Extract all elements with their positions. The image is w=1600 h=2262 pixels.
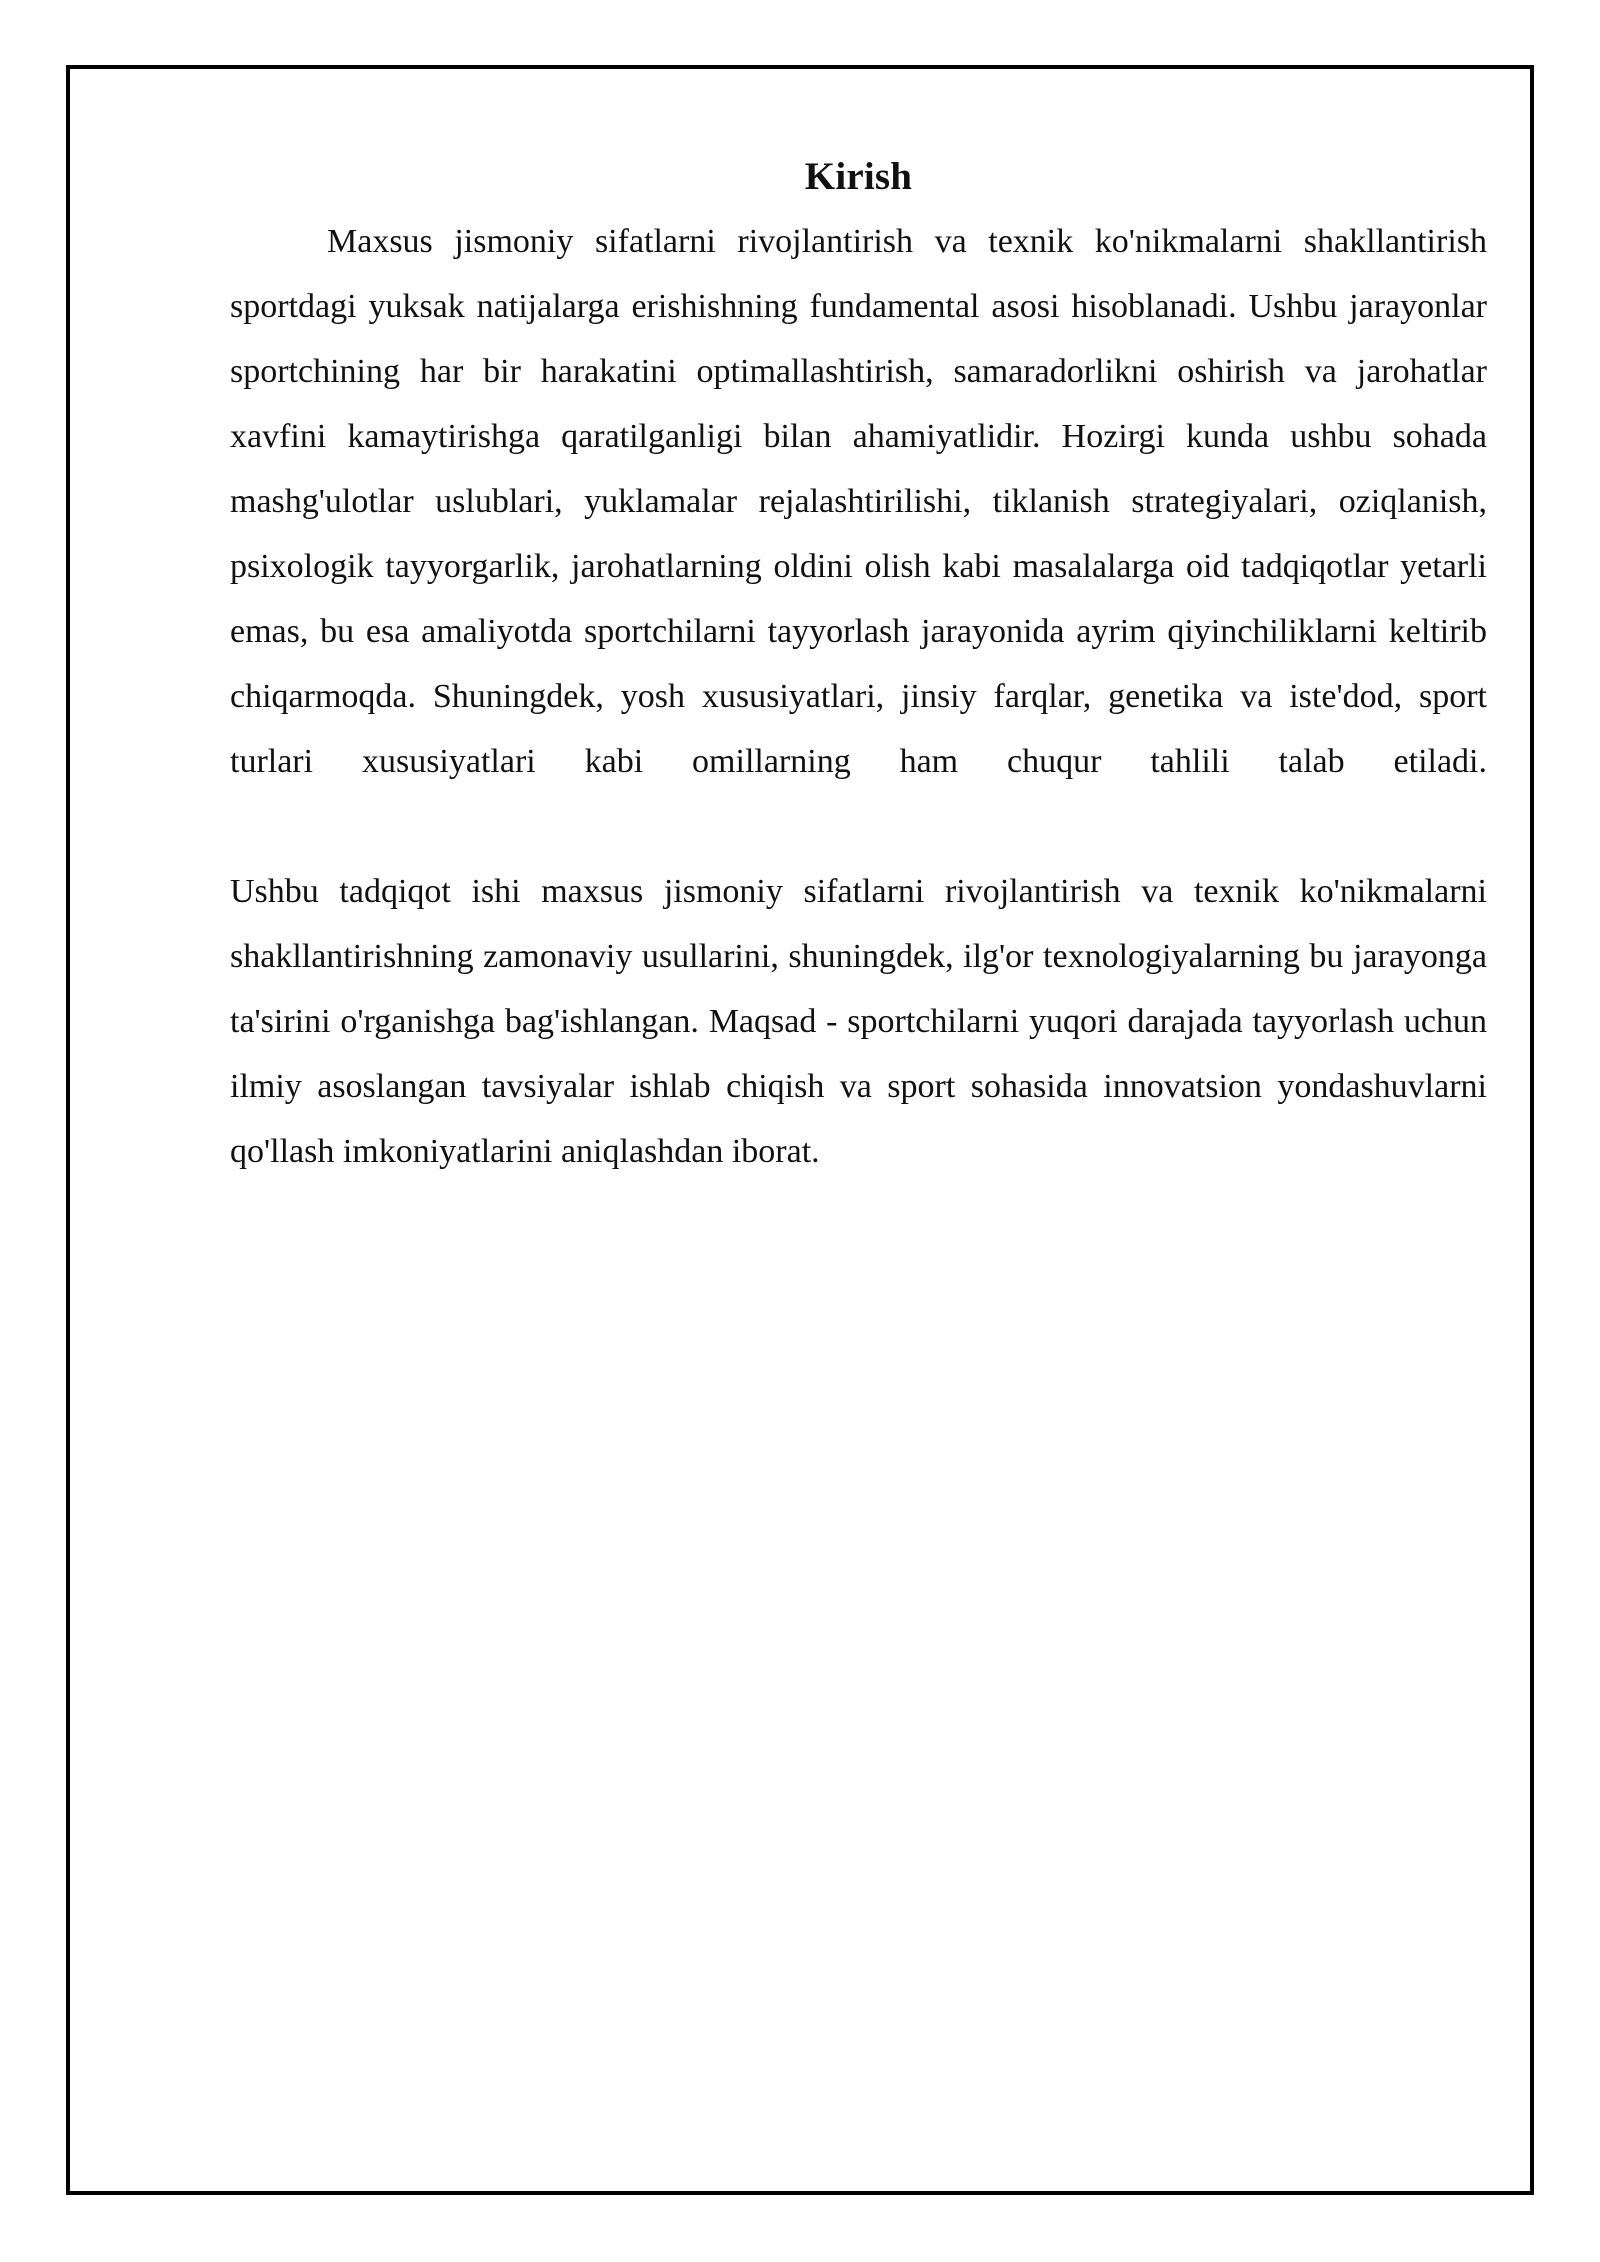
- page-title: Kirish: [804, 155, 913, 198]
- document-body: [230, 145, 1487, 1184]
- intro-paragraph-1: Maxsus jismoniy sifatlarni rivojlantirish va texnik ko'nikmalarni shakllantirish sportdagi yuksak natijalarga erishishning fundamental asosi hisoblanadi. Ushbu jarayonlar sportchining har bir harakatini optimallashtirish, samaradorlikni oshirish va jarohatlar xavfini kamaytirishga qaratilganligi bilan ahamiyatlidir. Hozirgi kunda ushbu sohada mashg'ulotlar uslublari, yuklamalar rejalashtirilishi, tiklanish strategiyalari, oziqlanish, psixologik tayyorgarlik, jarohatlarning oldini olish kabi masalalarga oid tadqiqotlar yetarli emas, bu esa amaliyotda sportchilarni tayyorlash jarayonida ayrim qiyinchiliklarni keltirib chiqarmoqda. Shuningdek, yosh xususiyatlari, jinsiy farqlar, genetika va iste'dod, sport turlari xususiyatlari kabi omillarning ham chuqur tahlili talab etiladi.: [230, 223, 1487, 780]
- intro-paragraph-2: Ushbu tadqiqot ishi maxsus jismoniy sifatlarni rivojlantirish va texnik ko'nikmalarni shakllantirishning zamonaviy usullarini, shuningdek, ilg'or texnologiyalarning bu jarayonga ta'sirini o'rganishga bag'ishlangan. Maqsad - sportchilarni yuqori darajada tayyorlash uchun ilmiy asoslangan tavsiyalar ishlab chiqish va sport sohasida innovatsion yondashuvlarni qo'llash imkoniyatlarini aniqlashdan iborat.: [230, 873, 1487, 1170]
